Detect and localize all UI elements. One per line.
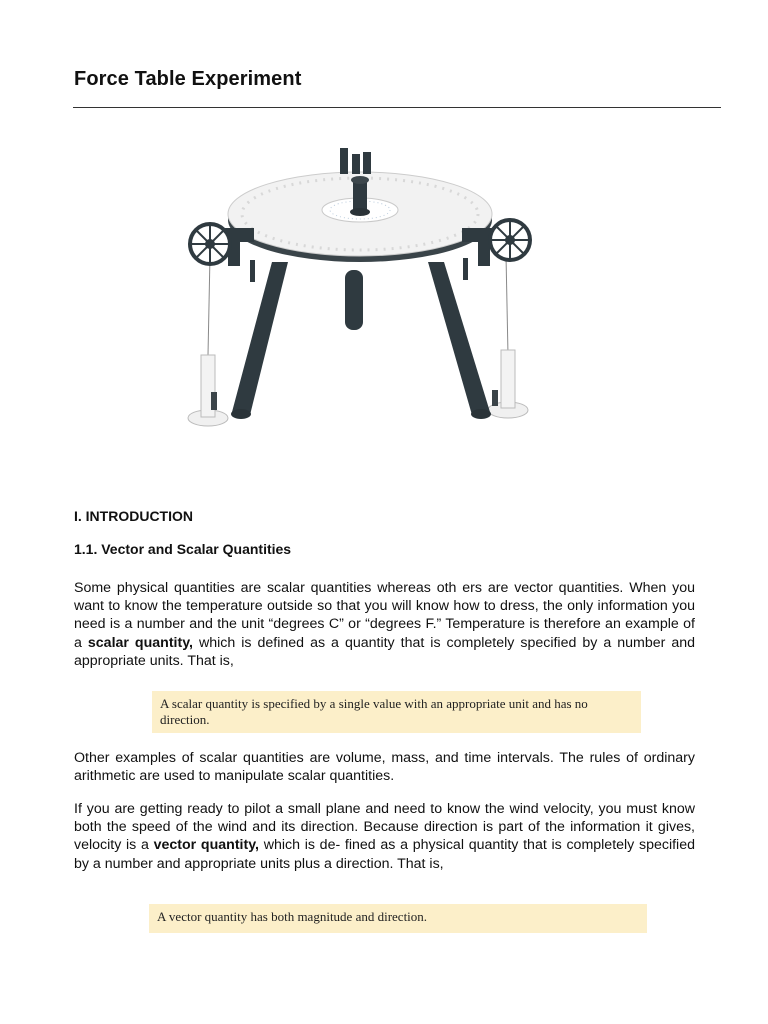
subsection-heading: 1.1. Vector and Scalar Quantities bbox=[74, 541, 292, 557]
paragraph-scalar-examples: Other examples of scalar quantities are volume, mass, and time intervals. The rules of ordinary arithmetic are used to manipulate scalar quantities. bbox=[74, 750, 695, 785]
force-table-illustration bbox=[170, 140, 550, 440]
section-heading: I. INTRODUCTION bbox=[74, 508, 193, 524]
vector-definition-callout: A vector quantity has both magnitude and direction. bbox=[149, 904, 647, 933]
paragraph-scalar-intro: Some physical quantities are scalar quantities whereas oth ers are vector quantities. When you want to know the temperature outside so that you will know how to dress, the only information you need is a number and the unit “degrees C” or “degrees F.” Temperature is therefore an example of a scalar quantity, which is defined as a quantity that is completely specified by a number and appropriate units. That is, bbox=[74, 580, 696, 669]
force-table-figure bbox=[170, 140, 550, 440]
scalar-definition-callout: A scalar quantity is specified by a single value with an appropriate unit and has no direction. bbox=[152, 691, 641, 733]
page-title: Force Table Experiment bbox=[74, 68, 302, 90]
paragraph-vector-intro: If you are getting ready to pilot a small plane and need to know the wind velocity, you must know both the speed of the wind and its direction. Because direction is part of the information it gives, velocity is a vector quantity, which is de- fined as a physical quantity that is completely specified by a number and appropriate units plus a direction. That is, bbox=[74, 801, 695, 872]
title-divider bbox=[73, 107, 721, 108]
